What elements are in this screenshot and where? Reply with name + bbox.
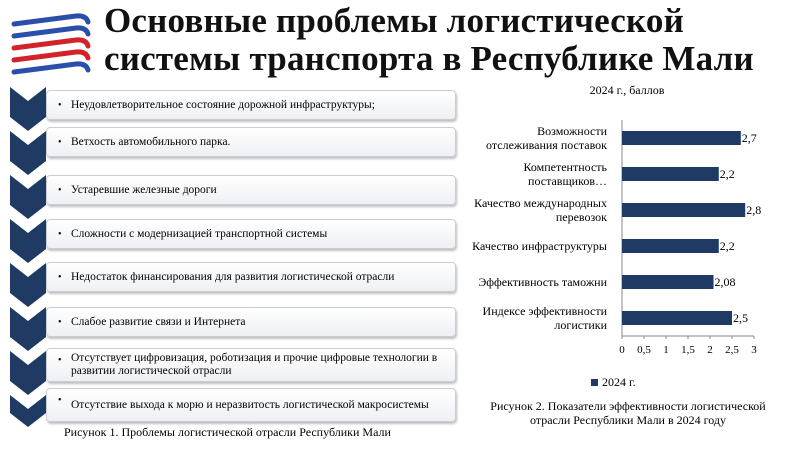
efficiency-bar-chart (455, 80, 800, 450)
problem-text: Слабое развитие связи и Интернета (71, 315, 246, 328)
figure-2-caption: Рисунок 2. Показатели эффективности логистической отрасли Республики Мали в 2024 году (490, 399, 766, 427)
x-tick-label: 2 (707, 344, 713, 356)
bar (622, 167, 719, 181)
bar (622, 311, 732, 325)
problem-text: Устаревшие железные дороги (71, 183, 217, 196)
page-title-line-1: Основные проблемы логистической (104, 1, 684, 40)
page-title-line-2: системы транспорта в Республике Мали (104, 39, 754, 78)
bullet: • (58, 395, 62, 406)
problem-text: Отсутствие выхода к морю и неразвитость логистической макросистемы (71, 398, 429, 411)
bullet: • (58, 228, 62, 240)
problem-item (46, 175, 456, 205)
problem-text: Отсутствует цифровизация, роботизация и прочие цифровые технологии в развитии логистической отрасли (71, 352, 438, 377)
problem-text: Ветхость автомобильного парка. (71, 136, 231, 148)
bullet: • (58, 137, 62, 148)
page-title (104, 2, 794, 78)
x-tick-label: 2,5 (725, 344, 739, 356)
problem-text: Сложности с модернизацией транспортной системы (71, 227, 328, 240)
category-label-line: Качество международных (474, 196, 607, 210)
stacked-stripes-logo-icon (6, 8, 98, 80)
x-tick-label: 1,5 (681, 344, 695, 356)
bar-value-label: 2,2 (719, 239, 735, 253)
category-label-line: Возможности (537, 124, 607, 138)
category-label (486, 124, 608, 152)
category-label-line: Эффективность таможни (478, 275, 607, 289)
bar-value-label: 2,5 (733, 311, 748, 325)
category-label-line: отслеживания поставок (486, 138, 607, 152)
x-tick-label: 3 (751, 344, 757, 356)
problem-item (46, 388, 456, 422)
problem-item (46, 307, 456, 337)
chevron-column (10, 87, 46, 427)
problem-item (46, 90, 456, 120)
bullet: • (58, 316, 62, 328)
problem-text: Неудовлетворительное состояние дорожной инфраструктуры; (71, 98, 375, 111)
problem-item (46, 348, 456, 382)
bullet: • (58, 184, 62, 196)
figure-1-caption: Рисунок 1. Проблемы логистической отрасли Республики Мали (64, 425, 391, 439)
chevron-down-icon (10, 87, 46, 427)
problem-item (46, 219, 456, 249)
problem-item (46, 127, 456, 157)
category-label-line: перевозок (555, 210, 607, 224)
bar (622, 239, 719, 253)
category-label (523, 160, 607, 188)
category-label-line: поставщиков… (528, 174, 607, 188)
bullet: • (58, 99, 62, 111)
x-tick-label: 1 (663, 344, 669, 356)
category-label (472, 239, 607, 253)
category-label-line: Индексе эффективности (482, 304, 607, 318)
category-label-line: логистики (554, 318, 607, 332)
bar-value-label: 2,2 (719, 167, 735, 181)
category-label (478, 275, 607, 289)
legend-swatch (591, 379, 598, 386)
problem-text: Недостаток финансирования для развития логистической отрасли (71, 270, 395, 283)
bar (622, 131, 741, 145)
category-label (474, 196, 607, 224)
category-label (483, 304, 608, 332)
bar (622, 275, 714, 289)
category-label-line: Качество инфраструктуры (472, 239, 607, 253)
legend-label: 2024 г. (602, 375, 636, 389)
bar-value-label: 2,7 (741, 131, 757, 145)
problem-item (46, 262, 456, 292)
x-tick-label: 0,5 (637, 344, 651, 356)
category-label-line: Компетентность (523, 160, 607, 174)
bar-value-label: 2,8 (746, 203, 762, 217)
x-tick-label: 0 (619, 344, 625, 356)
chart-title: 2024 г., баллов (589, 83, 665, 97)
bar-value-label: 2,08 (714, 275, 736, 289)
bullet: • (58, 271, 62, 283)
bullet: • (58, 355, 62, 366)
bar (622, 203, 745, 217)
